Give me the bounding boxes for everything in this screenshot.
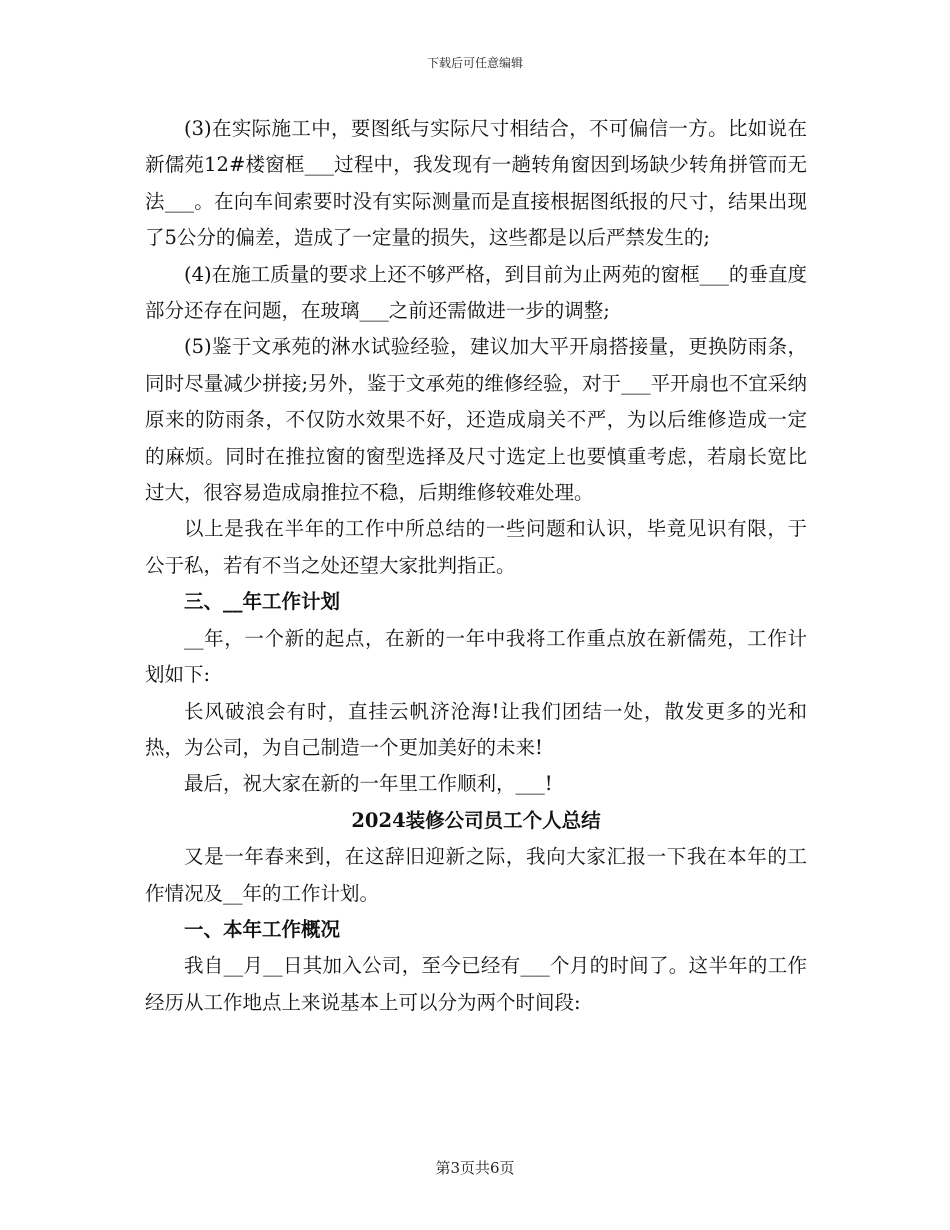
paragraph-plan-intro: __年，一个新的起点，在新的一年中我将工作重点放在新儒苑，工作计划如下: (145, 626, 807, 687)
paragraph-wishes: 最后，祝大家在新的一年里工作顺利，___! (184, 772, 553, 796)
paragraph-overview: 我自__月__日其加入公司，至今已经有___个月的时间了。这半年的工作经历从工作地点上来说基本上可以分为两个时间段: (145, 954, 807, 1014)
paragraph-point-4: (4)在施工质量的要求上还不够严格，到目前为止两苑的窗框___的垂直度部分还存在问题，在玻璃___之前还需做进一步的调整; (145, 262, 807, 323)
paragraph-summary: 以上是我在半年的工作中所总结的一些问题和认识，毕竟见识有限，于公于私，若有不当之处还望大家批判指正。 (145, 517, 807, 577)
paragraph-point-5: (5)鉴于文承苑的淋水试验经验，建议加大平开扇搭接量，更换防雨条，同时尽量减少拼接;另外，鉴于文承苑的维修经验，对于___平开扇也不宜采纳原来的防雨条，不仅防水效果不好，还造成扇关不严，为以后维修造成一定的麻烦。同时在推拉窗的窗型选择及尺寸选定上也要慎重考虑，若扇长宽比过大，很容易造成扇推拉不稳，后期维修较难处理。 (145, 335, 807, 505)
paragraph-opening: 又是一年春来到，在这辞旧迎新之际，我向大家汇报一下我在本年的工作情况及__年的工作计划。 (145, 845, 807, 905)
paragraph-motto: 长风破浪会有时，直挂云帆济沧海!让我们团结一处，散发更多的光和热，为公司，为自己制造一个更加美好的未来! (145, 699, 807, 759)
page-header: 下载后可任意编辑 (426, 56, 523, 70)
section-heading-overview: 一、本年工作概况 (184, 917, 341, 941)
page-footer: 第3页共6页 (435, 1159, 515, 1177)
document-body (145, 111, 807, 1021)
document-title: 2024装修公司员工个人总结 (351, 808, 601, 832)
paragraph-point-3: (3)在实际施工中，要图纸与实际尺寸相结合，不可偏信一方。比如说在新儒苑12#楼窗框___过程中，我发现有一趟转角窗因到场缺少转角拼管而无法___。在向车间索要时没有实际测量而是直接根据图纸报的尺寸，结果出现了5公分的偏差，造成了一定量的损失，这些都是以后严禁发生的; (145, 117, 807, 250)
section-heading-work-plan: 三、__年工作计划 (184, 590, 341, 614)
